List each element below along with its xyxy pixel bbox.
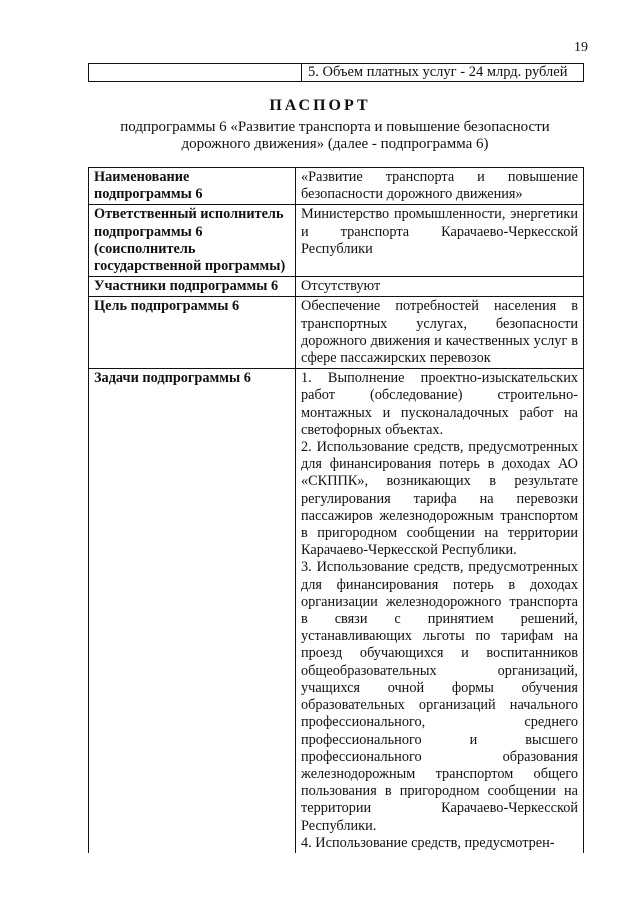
row-label: Задачи подпрограммы 6	[89, 369, 296, 853]
document-subtitle: подпрограммы 6 «Развитие транспорта и повышение безопасности дорожного движения» (далее - подпрограмма 6)	[120, 119, 550, 152]
table-row	[89, 168, 584, 205]
table-cell-paid-services: 5. Объем платных услуг - 24 млрд. рублей	[302, 64, 584, 82]
row-value: «Развитие транспорта и повышение безопасности дорожного движения»	[296, 168, 584, 205]
table-row	[89, 205, 584, 277]
table-cell-empty	[89, 64, 302, 82]
document-heading: ПАСПОРТ	[269, 97, 371, 114]
row-value: Министерство промышленности, энергетики и транспорта Карачаево-Черкесской Республики	[296, 205, 584, 277]
row-value: Обеспечение потребностей населения в транспортных услугах, безопасности дорожного движения и качественных услуг в сфере пассажирских перевозок	[296, 297, 584, 369]
row-label: Наименование подпрограммы 6	[89, 168, 296, 205]
continued-table	[88, 63, 584, 82]
page-number: 19	[574, 40, 588, 55]
row-label: Цель подпрограммы 6	[89, 297, 296, 369]
table-row	[89, 64, 584, 82]
task-item: 2. Использование средств, предусмотренных для финансирования потерь в доходах АО «СКППК», возникающих в результате регулирования тарифа на перевозки пассажиров железнодорожным транспортом в пригородном сообщении на территории Карачаево-Черкесской Республики.	[301, 439, 578, 559]
row-label: Участники подпрограммы 6	[89, 277, 296, 297]
task-item: 3. Использование средств, предусмотренных для финансирования потерь в доходах организации железнодорожного транспорта в связи с принятием решений, устанавливающих льготы по тарифам на проезд обучающихся и воспитанников общеобразовательных организаций, учащихся очной формы обучения образовательных организаций начального профессионального, среднего профессионального и высшего профессионального образования железнодорожным транспортом общего пользования в пригородном сообщении на территории Карачаево-Черкесской Республики.	[301, 559, 578, 834]
passport-table	[88, 167, 584, 853]
tasks-list	[296, 369, 584, 853]
table-row	[89, 277, 584, 297]
table-row-tasks	[89, 369, 584, 853]
row-label: Ответственный исполнитель подпрограммы 6 (соисполнитель государственной программы)	[89, 205, 296, 277]
task-item: 1. Выполнение проектно-изыскательских работ (обследование) строительно-монтажных и пусконаладочных работ на светофорных объектах.	[301, 370, 578, 438]
table-row	[89, 297, 584, 369]
row-value: Отсутствуют	[296, 277, 584, 297]
task-item: 4. Использование средств, предусмотрен-	[301, 834, 555, 851]
